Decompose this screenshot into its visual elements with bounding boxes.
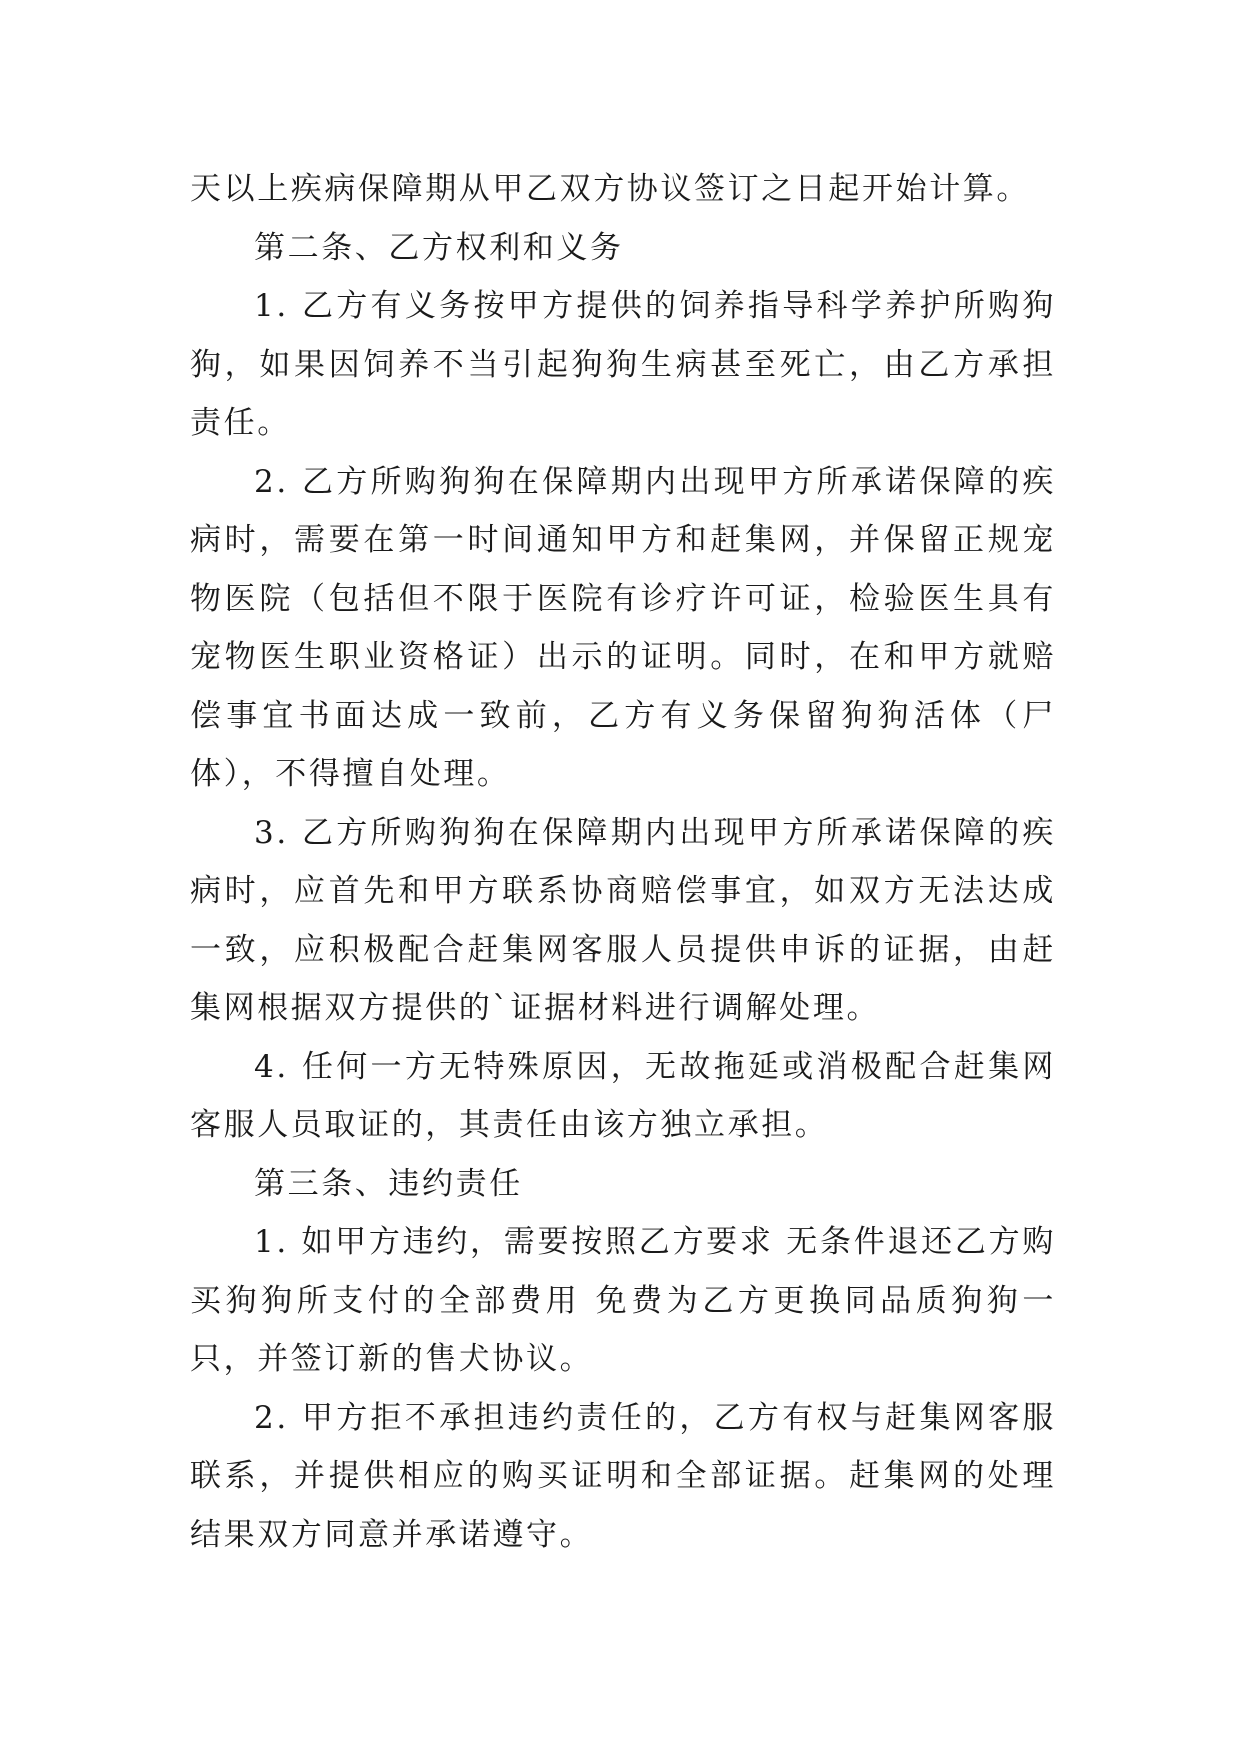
- document-body: [190, 160, 1056, 1564]
- clause-2-2: 2. 乙方所购狗狗在保障期内出现甲方所承诺保障的疾病时，需要在第一时间通知甲方和赶集网，并保留正规宠物医院（包括但不限于医院有诊疗许可证，检验医生具有宠物医生职业资格证）出示的证明。同时，在和甲方就赔偿事宜书面达成一致前，乙方有义务保留狗狗活体（尸体），不得擅自处理。: [190, 463, 1056, 792]
- section-heading-article-3: 第三条、违约责任: [254, 1165, 523, 1202]
- clause-2-1: 1. 乙方有义务按甲方提供的饲养指导科学养护所购狗狗，如果因饲养不当引起狗狗生病甚至死亡，由乙方承担责任。: [190, 288, 1056, 441]
- paragraph-continuation: 天以上疾病保障期从甲乙双方协议签订之日起开始计算。: [190, 171, 1030, 207]
- clause-2-3: 3. 乙方所购狗狗在保障期内出现甲方所承诺保障的疾病时，应首先和甲方联系协商赔偿事宜，如双方无法达成一致，应积极配合赶集网客服人员提供申诉的证据，由赶集网根据双方提供的`证据材料进行调解处理。: [190, 814, 1056, 1026]
- clause-2-4: 4. 任何一方无特殊原因，无故拖延或消极配合赶集网客服人员取证的，其责任由该方独立承担。: [190, 1048, 1056, 1143]
- clause-3-2: 2. 甲方拒不承担违约责任的，乙方有权与赶集网客服联系，并提供相应的购买证明和全部证据。赶集网的处理结果双方同意并承诺遵守。: [190, 1399, 1056, 1553]
- section-heading-article-2: 第二条、乙方权利和义务: [254, 229, 624, 266]
- clause-3-1: 1. 如甲方违约，需要按照乙方要求 无条件退还乙方购买狗狗所支付的全部费用 免费为乙方更换同品质狗狗一只，并签订新的售犬协议。: [190, 1224, 1056, 1377]
